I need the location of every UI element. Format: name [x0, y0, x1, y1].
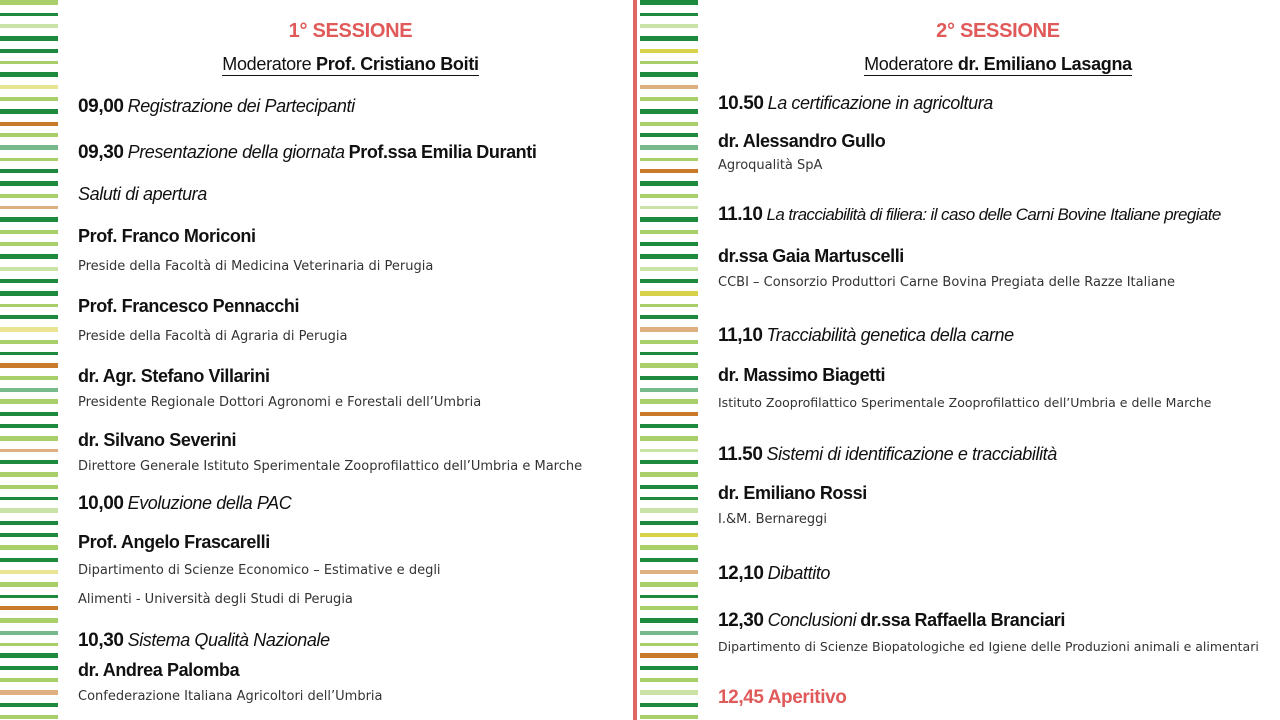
stripe-band [0, 109, 58, 114]
stripe-band [0, 653, 58, 658]
speaker-affiliation: Direttore Generale Istituto Sperimentale Zooprofilattico dell’Umbria e Marche [78, 459, 583, 474]
speaker-affiliation: Alimenti - Università degli Studi di Perugia [78, 592, 353, 607]
speaker-affiliation: CCBI – Consorzio Produttori Carne Bovina Pregiata delle Razze Italiane [718, 275, 1176, 290]
stripe-band [0, 230, 58, 234]
stripe-band [0, 582, 58, 587]
stripe-band [0, 145, 58, 150]
stripe-band [0, 460, 58, 464]
stripe-band [0, 412, 58, 416]
stripe-band [640, 485, 698, 489]
agenda-item [718, 563, 830, 585]
stripe-band [640, 291, 698, 296]
stripe-band [640, 449, 698, 452]
speaker-name: dr. Massimo Biagetti [718, 365, 886, 385]
stripe-band [0, 206, 58, 209]
stripe-band [640, 352, 698, 355]
agenda-time: 10.50 [718, 93, 764, 114]
agenda-time: 10,00 [78, 493, 124, 514]
stripe-band [640, 0, 698, 5]
stripe-band [0, 715, 58, 719]
stripe-band [0, 606, 58, 610]
stripe-band [640, 436, 698, 441]
agenda-title: Dibattito [767, 563, 831, 583]
stripe-band [640, 472, 698, 477]
speaker-affiliation: Dipartimento di Scienze Biopatologiche ed Igiene delle Produzioni animali e alimentari [718, 639, 1259, 654]
stripe-band [0, 352, 58, 355]
stripe-band [640, 618, 698, 623]
speaker-affiliation: Preside della Facoltà di Medicina Veterinaria di Perugia [78, 259, 434, 274]
stripe-band [640, 497, 698, 500]
stripe-band [0, 424, 58, 428]
stripe-band [0, 61, 58, 64]
stripe-band [0, 570, 58, 574]
saluti-heading: Saluti di apertura [78, 184, 207, 204]
stripe-band [640, 85, 698, 89]
stripe-band [640, 666, 698, 670]
stripe-band [0, 217, 58, 222]
stripe-band [0, 595, 58, 598]
stripe-band [640, 72, 698, 77]
stripe-band [640, 558, 698, 562]
stripe-band [0, 545, 58, 550]
stripe-band [0, 122, 58, 126]
agenda-title: La tracciabilità di filiera: il caso delle Carni Bovine Italiane pregiate [766, 205, 1221, 224]
stripe-band [0, 558, 58, 562]
stripe-band [640, 508, 698, 513]
stripe-band [0, 643, 58, 646]
stripe-band [640, 690, 698, 695]
agenda-item [718, 610, 1065, 632]
agenda-item [78, 142, 536, 164]
speaker-affiliation: Istituto Zooprofilattico Sperimentale Zooprofilattico dell’Umbria e delle Marche [718, 395, 1212, 410]
stripe-band [0, 376, 58, 380]
stripe-band [0, 194, 58, 198]
stripe-band [640, 122, 698, 126]
stripe-band [640, 412, 698, 416]
stripe-band [640, 631, 698, 635]
stripe-band [0, 254, 58, 259]
stripe-band [640, 606, 698, 610]
speaker-affiliation: Dipartimento di Scienze Economico – Estimative e degli [78, 563, 441, 578]
stripe-band [0, 631, 58, 635]
stripe-band [640, 533, 698, 537]
stripe-band [640, 595, 698, 598]
agenda-title: Conclusioni [767, 610, 857, 630]
stripe-band [0, 340, 58, 344]
speaker-name: Prof. Franco Moriconi [78, 226, 256, 246]
speaker-affiliation: Presidente Regionale Dottori Agronomi e Forestali dell’Umbria [78, 395, 482, 410]
agenda-time: 12,10 [718, 563, 764, 584]
stripe-band [640, 109, 698, 114]
stripe-band [640, 388, 698, 392]
agenda-title: Evoluzione della PAC [127, 493, 292, 513]
speaker-name: dr. Alessandro Gullo [718, 131, 886, 151]
stripe-band [0, 267, 58, 271]
agenda-speaker: Prof.ssa Emilia Duranti [348, 142, 537, 162]
stripe-band [0, 690, 58, 695]
stripe-band [640, 340, 698, 344]
stripe-band [640, 363, 698, 368]
agenda-title: La certificazione in agricoltura [767, 93, 993, 113]
stripe-band [0, 158, 58, 161]
stripe-band [640, 653, 698, 658]
stripe-band [0, 72, 58, 77]
agenda-title: Tracciabilità genetica della carne [766, 325, 1014, 345]
stripe-band [0, 315, 58, 319]
agenda-time: 12,30 [718, 610, 764, 631]
session-2-title: 2° SESSIONE [936, 20, 1060, 42]
stripe-band [0, 388, 58, 392]
speaker-name: dr. Andrea Palomba [78, 660, 240, 680]
session-divider [633, 0, 637, 720]
stripe-band [640, 715, 698, 719]
stripe-band [640, 49, 698, 53]
stripe-band [640, 582, 698, 587]
stripe-band [0, 24, 58, 28]
stripe-band [640, 97, 698, 101]
session-2-moderator [718, 54, 1278, 75]
stripe-band [0, 436, 58, 441]
stripe-band [0, 304, 58, 307]
agenda-time: 09,00 [78, 96, 124, 117]
stripe-band [640, 230, 698, 234]
speaker-name: Prof. Francesco Pennacchi [78, 296, 300, 316]
stripe-band [640, 521, 698, 525]
speaker-name: dr. Agr. Stefano Villarini [78, 366, 270, 386]
stripe-band [0, 169, 58, 173]
agenda-title: Registrazione dei Partecipanti [127, 96, 355, 116]
stripe-band [640, 61, 698, 64]
speaker-name: Prof. Angelo Frascarelli [78, 532, 270, 552]
agenda-item [78, 630, 330, 652]
stripe-band [0, 242, 58, 246]
stripe-band [640, 678, 698, 682]
moderator-name: dr. Emiliano Lasagna [957, 54, 1132, 74]
speaker-name: dr. Silvano Severini [78, 430, 237, 450]
middle-stripe-decoration [640, 0, 698, 720]
stripe-band [0, 678, 58, 682]
agenda-speaker: dr.ssa Raffaella Branciari [860, 610, 1066, 630]
stripe-band [640, 206, 698, 209]
stripe-band [0, 97, 58, 101]
agenda-item [718, 325, 1014, 347]
stripe-band [0, 472, 58, 477]
stripe-band [640, 24, 698, 28]
agenda-title: Sistema Qualità Nazionale [127, 630, 330, 650]
stripe-band [0, 291, 58, 296]
stripe-band [0, 49, 58, 53]
agenda-time: 09,30 [78, 142, 124, 163]
stripe-band [640, 304, 698, 307]
stripe-band [640, 424, 698, 428]
stripe-band [0, 363, 58, 368]
agenda-title: Presentazione della giornata [127, 142, 345, 162]
stripe-band [0, 508, 58, 513]
stripe-band [640, 399, 698, 404]
agenda-item [718, 204, 1221, 226]
stripe-band [0, 666, 58, 670]
moderator-label: Moderatore [222, 54, 312, 74]
stripe-band [0, 36, 58, 41]
stripe-band [0, 399, 58, 404]
stripe-band [640, 267, 698, 271]
stripe-band [640, 279, 698, 283]
stripe-band [640, 181, 698, 186]
stripe-band [0, 618, 58, 623]
stripe-band [0, 485, 58, 489]
stripe-band [640, 570, 698, 574]
speaker-affiliation: Agroqualità SpA [718, 158, 823, 173]
stripe-band [0, 0, 58, 5]
stripe-band [640, 545, 698, 550]
agenda-title: Sistemi di identificazione e tracciabilità [766, 444, 1057, 464]
stripe-band [640, 254, 698, 259]
agenda-time: 10,30 [78, 630, 124, 651]
stripe-band [640, 703, 698, 707]
speaker-affiliation: Confederazione Italiana Agricoltori dell’Umbria [78, 689, 383, 704]
agenda-item [78, 493, 291, 515]
stripe-band [640, 643, 698, 646]
stripe-band [0, 279, 58, 283]
speaker-affiliation: I.&M. Bernareggi [718, 512, 827, 527]
stripe-band [0, 521, 58, 525]
aperitivo-item: 12,45 Aperitivo [718, 687, 847, 708]
session-1-moderator [78, 54, 623, 75]
stripe-band [640, 327, 698, 332]
speaker-name: dr. Emiliano Rossi [718, 483, 867, 503]
stripe-band [0, 133, 58, 137]
stripe-band [640, 194, 698, 198]
stripe-band [640, 13, 698, 16]
moderator-label: Moderatore [864, 54, 954, 74]
stripe-band [640, 169, 698, 173]
stripe-band [640, 217, 698, 222]
stripe-band [640, 158, 698, 161]
stripe-band [0, 13, 58, 16]
agenda-item [718, 444, 1057, 466]
speaker-affiliation: Preside della Facoltà di Agraria di Perugia [78, 329, 348, 344]
stripe-band [640, 376, 698, 380]
stripe-band [0, 449, 58, 452]
left-stripe-decoration [0, 0, 58, 720]
agenda-time: 11.50 [718, 444, 763, 465]
agenda-item [718, 93, 993, 115]
agenda-item [78, 96, 355, 118]
stripe-band [0, 497, 58, 500]
stripe-band [640, 315, 698, 319]
moderator-name: Prof. Cristiano Boiti [316, 54, 479, 74]
stripe-band [640, 133, 698, 137]
speaker-name: dr.ssa Gaia Martuscelli [718, 246, 904, 266]
stripe-band [0, 703, 58, 707]
stripe-band [640, 242, 698, 246]
agenda-time: 11.10 [718, 204, 763, 225]
stripe-band [0, 181, 58, 186]
stripe-band [0, 85, 58, 89]
stripe-band [640, 460, 698, 464]
stripe-band [640, 145, 698, 150]
session-1-title: 1° SESSIONE [288, 20, 413, 42]
stripe-band [640, 36, 698, 41]
agenda-time: 11,10 [718, 325, 763, 346]
stripe-band [0, 327, 58, 332]
stripe-band [0, 533, 58, 537]
